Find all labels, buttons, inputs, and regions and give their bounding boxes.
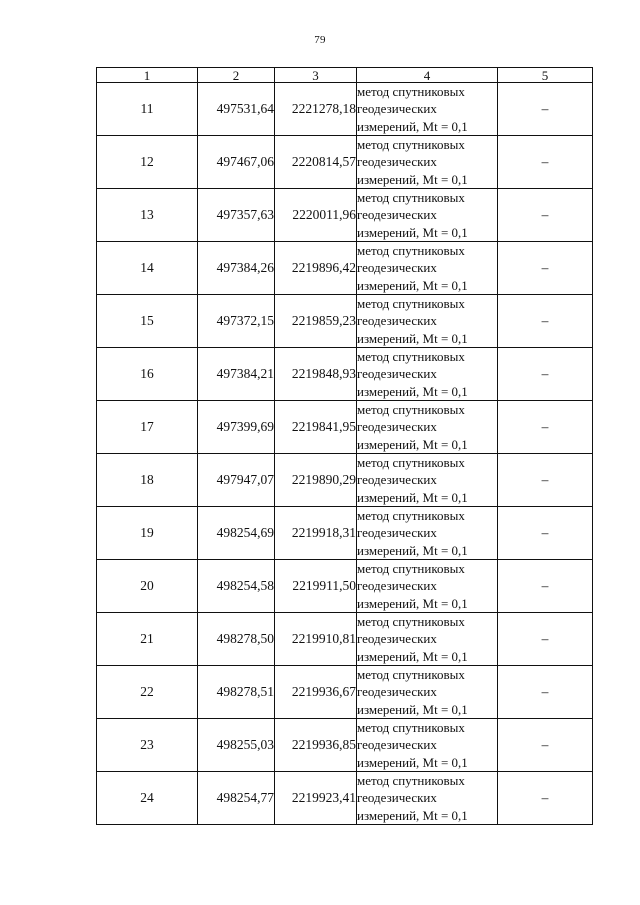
table-header [97, 68, 593, 83]
method-line-1: метод спутниковых [357, 402, 465, 418]
note-cell: – [498, 242, 593, 295]
note-cell: – [498, 560, 593, 613]
table-row [97, 348, 593, 401]
method-line-2: геодезических [357, 631, 437, 647]
note-cell: – [498, 772, 593, 825]
coordinate-y: 2219936,85 [275, 719, 357, 772]
page-number: 79 [314, 34, 326, 46]
method-line-3: измерений, Mt = 0,1 [357, 383, 468, 399]
coordinate-y: 2221278,18 [275, 83, 357, 136]
header-col-1: 1 [97, 68, 198, 83]
point-number: 17 [97, 401, 198, 454]
method-cell [357, 136, 498, 189]
point-number: 18 [97, 454, 198, 507]
method-cell [357, 242, 498, 295]
coordinate-x: 497947,07 [198, 454, 275, 507]
method-line-2: геодезических [357, 207, 437, 223]
table-row [97, 719, 593, 772]
point-number: 12 [97, 136, 198, 189]
table-row [97, 189, 593, 242]
table-row [97, 560, 593, 613]
coordinate-x: 498254,69 [198, 507, 275, 560]
point-number: 21 [97, 613, 198, 666]
method-line-3: измерений, Mt = 0,1 [357, 489, 468, 505]
method-line-2: геодезических [357, 472, 437, 488]
method-cell [357, 613, 498, 666]
method-line-2: геодезических [357, 419, 437, 435]
point-number: 23 [97, 719, 198, 772]
coordinate-y: 2219918,31 [275, 507, 357, 560]
table-row [97, 507, 593, 560]
method-line-1: метод спутниковых [357, 349, 465, 365]
method-line-3: измерений, Mt = 0,1 [357, 595, 468, 611]
method-line-1: метод спутниковых [357, 667, 465, 683]
method-line-3: измерений, Mt = 0,1 [357, 224, 468, 240]
table-row [97, 295, 593, 348]
coordinate-x: 497531,64 [198, 83, 275, 136]
table-row [97, 666, 593, 719]
coordinate-x: 497372,15 [198, 295, 275, 348]
coordinate-x: 497467,06 [198, 136, 275, 189]
coordinates-table [96, 67, 593, 825]
method-line-3: измерений, Mt = 0,1 [357, 330, 468, 346]
method-line-2: геодезических [357, 101, 437, 117]
method-cell [357, 719, 498, 772]
note-cell: – [498, 666, 593, 719]
method-line-3: измерений, Mt = 0,1 [357, 542, 468, 558]
table-row [97, 401, 593, 454]
coordinate-y: 2219841,95 [275, 401, 357, 454]
method-line-1: метод спутниковых [357, 243, 465, 259]
method-line-1: метод спутниковых [357, 455, 465, 471]
note-cell: – [498, 189, 593, 242]
method-cell [357, 83, 498, 136]
note-cell: – [498, 454, 593, 507]
method-cell [357, 507, 498, 560]
method-cell [357, 454, 498, 507]
method-line-1: метод спутниковых [357, 84, 465, 100]
note-cell: – [498, 83, 593, 136]
coordinate-y: 2219859,23 [275, 295, 357, 348]
method-line-1: метод спутниковых [357, 773, 465, 789]
coordinate-y: 2220814,57 [275, 136, 357, 189]
coordinate-y: 2219936,67 [275, 666, 357, 719]
coordinate-x: 498254,77 [198, 772, 275, 825]
table-row [97, 613, 593, 666]
method-line-3: измерений, Mt = 0,1 [357, 118, 468, 134]
coordinate-x: 497384,21 [198, 348, 275, 401]
method-line-2: геодезических [357, 737, 437, 753]
coordinate-x: 498254,58 [198, 560, 275, 613]
method-line-3: измерений, Mt = 0,1 [357, 701, 468, 717]
header-col-2: 2 [198, 68, 275, 83]
point-number: 14 [97, 242, 198, 295]
coordinate-x: 497357,63 [198, 189, 275, 242]
coordinate-x: 498278,51 [198, 666, 275, 719]
table-row [97, 83, 593, 136]
method-line-1: метод спутниковых [357, 137, 465, 153]
coordinate-y: 2219910,81 [275, 613, 357, 666]
method-line-1: метод спутниковых [357, 508, 465, 524]
point-number: 20 [97, 560, 198, 613]
coordinate-x: 498278,50 [198, 613, 275, 666]
method-line-3: измерений, Mt = 0,1 [357, 754, 468, 770]
note-cell: – [498, 348, 593, 401]
method-line-3: измерений, Mt = 0,1 [357, 277, 468, 293]
method-line-2: геодезических [357, 260, 437, 276]
point-number: 11 [97, 83, 198, 136]
method-line-2: геодезических [357, 525, 437, 541]
method-line-3: измерений, Mt = 0,1 [357, 648, 468, 664]
header-row [97, 68, 593, 83]
note-cell: – [498, 613, 593, 666]
method-line-1: метод спутниковых [357, 614, 465, 630]
coordinate-x: 497384,26 [198, 242, 275, 295]
method-cell [357, 560, 498, 613]
coordinate-x: 498255,03 [198, 719, 275, 772]
note-cell: – [498, 401, 593, 454]
method-cell [357, 189, 498, 242]
coordinate-y: 2219896,42 [275, 242, 357, 295]
method-cell [357, 401, 498, 454]
header-col-5: 5 [498, 68, 593, 83]
method-line-2: геодезических [357, 313, 437, 329]
coordinate-y: 2219923,41 [275, 772, 357, 825]
method-cell [357, 772, 498, 825]
point-number: 19 [97, 507, 198, 560]
table-row [97, 136, 593, 189]
point-number: 16 [97, 348, 198, 401]
method-line-3: измерений, Mt = 0,1 [357, 171, 468, 187]
point-number: 24 [97, 772, 198, 825]
note-cell: – [498, 507, 593, 560]
point-number: 22 [97, 666, 198, 719]
table-row [97, 242, 593, 295]
note-cell: – [498, 719, 593, 772]
note-cell: – [498, 295, 593, 348]
method-line-1: метод спутниковых [357, 190, 465, 206]
method-cell [357, 666, 498, 719]
method-line-1: метод спутниковых [357, 720, 465, 736]
coordinate-y: 2220011,96 [275, 189, 357, 242]
method-cell [357, 295, 498, 348]
note-cell: – [498, 136, 593, 189]
table-row [97, 772, 593, 825]
header-col-3: 3 [275, 68, 357, 83]
method-line-2: геодезических [357, 366, 437, 382]
method-cell [357, 348, 498, 401]
method-line-3: измерений, Mt = 0,1 [357, 807, 468, 823]
point-number: 15 [97, 295, 198, 348]
table-body [97, 83, 593, 825]
method-line-2: геодезических [357, 154, 437, 170]
header-col-4: 4 [357, 68, 498, 83]
method-line-2: геодезических [357, 684, 437, 700]
method-line-2: геодезических [357, 578, 437, 594]
method-line-2: геодезических [357, 790, 437, 806]
coordinate-y: 2219848,93 [275, 348, 357, 401]
method-line-1: метод спутниковых [357, 296, 465, 312]
coordinate-y: 2219911,50 [275, 560, 357, 613]
method-line-1: метод спутниковых [357, 561, 465, 577]
table-row [97, 454, 593, 507]
point-number: 13 [97, 189, 198, 242]
coordinate-y: 2219890,29 [275, 454, 357, 507]
method-line-3: измерений, Mt = 0,1 [357, 436, 468, 452]
coordinate-x: 497399,69 [198, 401, 275, 454]
